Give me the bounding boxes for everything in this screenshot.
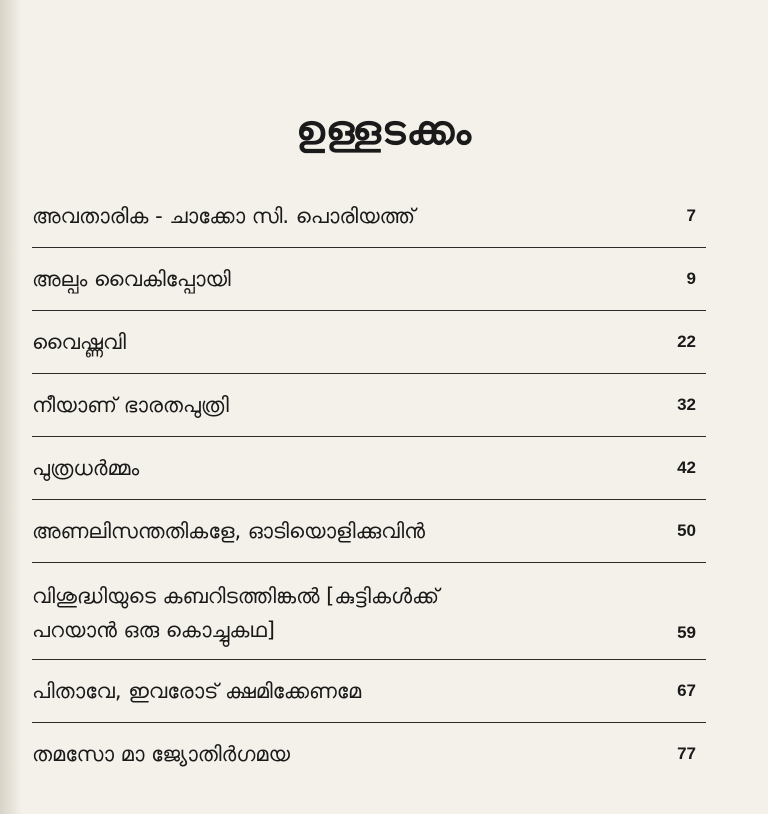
toc-entry-title: പുത്രധർമ്മം [32,456,140,480]
toc-entry-title: തമസോ മാ ജ്യോതിർഗമയ [32,742,290,766]
toc-entry-title: അവതാരിക - ചാക്കോ സി. പൊരിയത്ത് [32,204,416,228]
toc-entry-page: 59 [677,623,696,642]
page-title: ഉള്ളടക്കം [295,108,473,154]
toc-entry-title: വിശുദ്ധിയുടെ കബറിടത്തിങ്കൽ [കുട്ടികൾക്ക് പറയാൻ ഒരു കൊച്ചുകഥ] [32,584,440,642]
toc-entry-title: പിതാവേ, ഇവരോട് ക്ഷമിക്കേണമേ [32,679,362,703]
toc-entry-title: അണലിസന്തതികളേ, ഓടിയൊളിക്കുവിൻ [32,519,426,543]
toc-entry-page: 42 [677,458,696,477]
toc-entry-title: നീയാണ് ഭാരതപുത്രി [32,393,229,417]
table-of-contents [32,185,706,785]
toc-entry [32,437,706,500]
toc-entry-title: വൈഷ്ണവി [32,330,126,354]
toc-entry-page: 22 [677,332,696,351]
toc-entry [32,723,706,785]
toc-entry-page: 32 [677,395,696,414]
toc-entry-page: 9 [686,269,696,288]
toc-entry [32,500,706,563]
toc-entry [32,185,706,248]
toc-entry-title: അല്പം വൈകിപ്പോയി [32,267,231,291]
toc-entry [32,374,706,437]
toc-entry-page: 77 [677,744,696,763]
toc-entry [32,660,706,723]
toc-entry-page: 50 [677,521,696,540]
toc-entry-page: 67 [677,681,696,700]
toc-entry-page: 7 [686,206,696,225]
toc-entry [32,311,706,374]
toc-entry [32,248,706,311]
toc-entry [32,563,706,660]
